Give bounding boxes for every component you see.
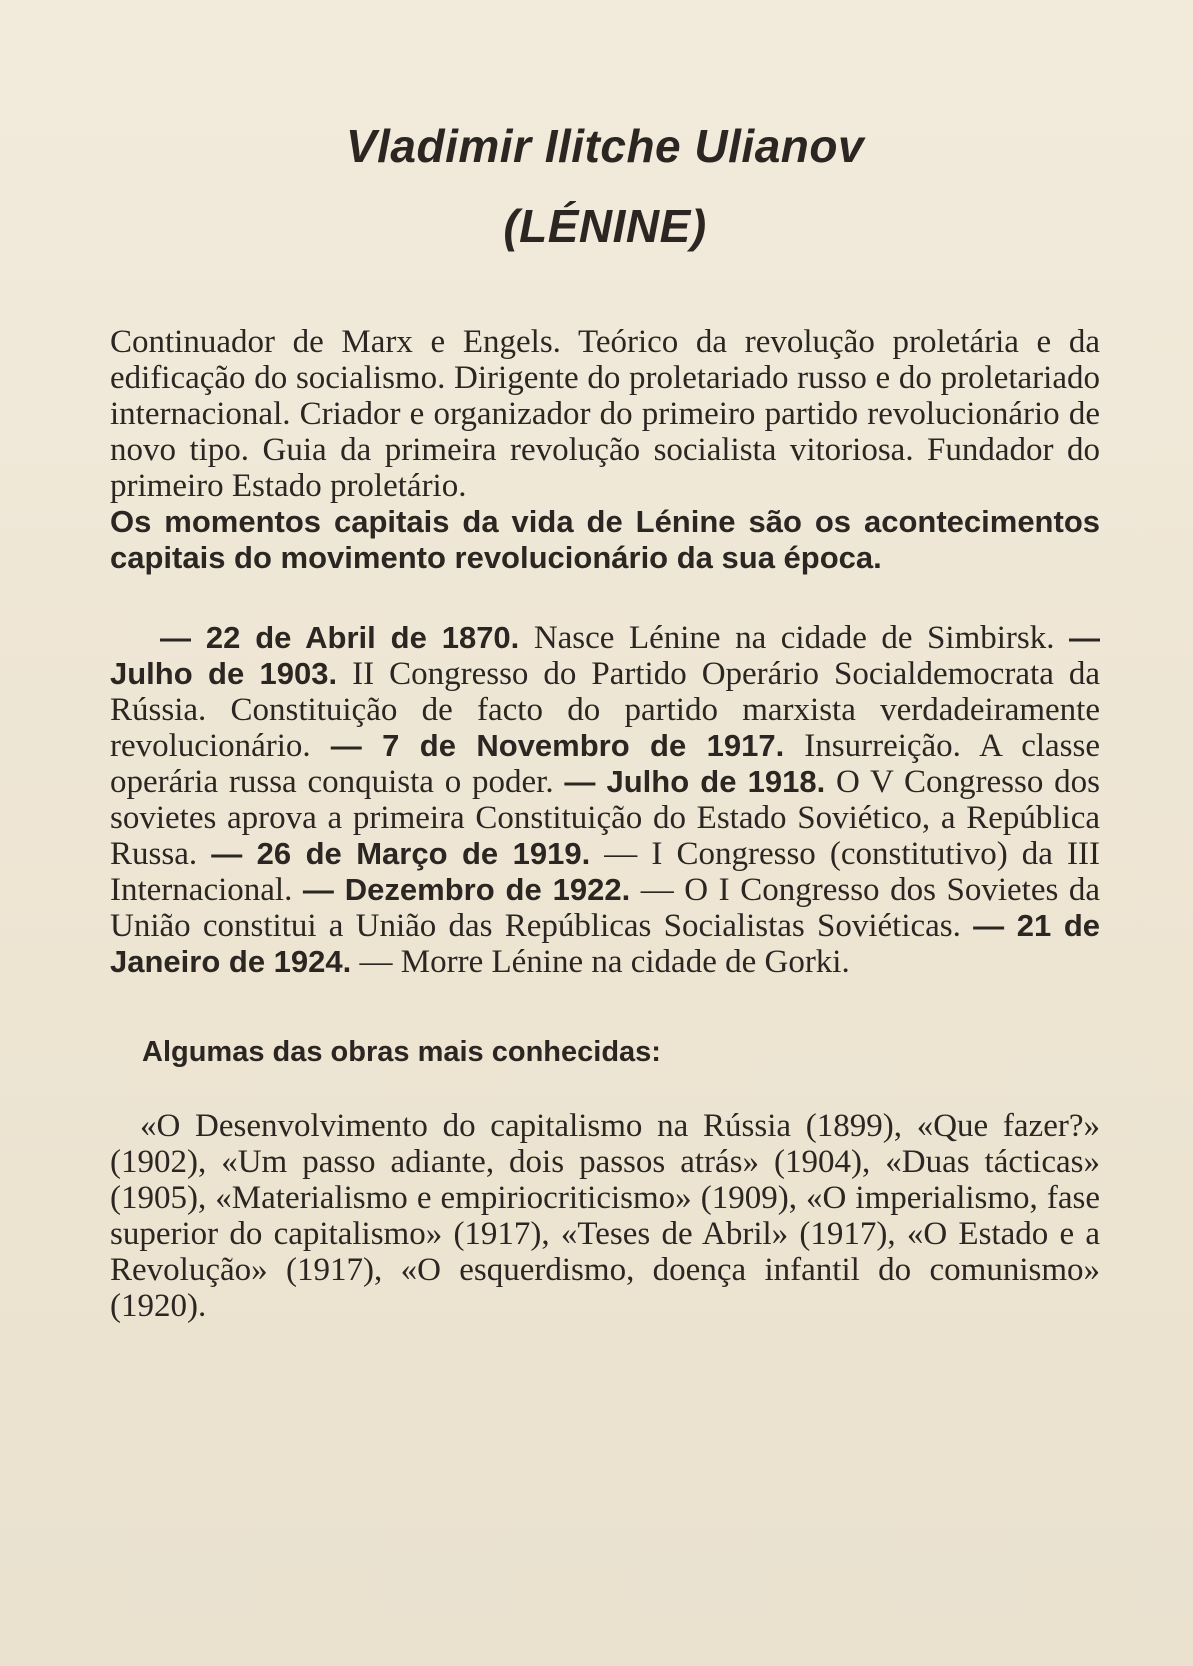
page-subtitle: (LÉNINE)	[503, 200, 707, 252]
chronology-date: — 21 de Janeiro de 1924.	[110, 908, 1100, 979]
document-content	[110, 118, 1100, 1324]
chronology-date: — Dezembro de 1922.	[302, 872, 631, 907]
chronology-text: — O I Congresso dos Sovietes da União constitui a União das Repúblicas Socialistas Soviéticas.	[110, 872, 1100, 944]
highlight-paragraph: Os momentos capitais da vida de Lénine são os acontecimentos capitais do movimento revolucionário da sua época.	[110, 504, 1100, 575]
works-paragraph: «O Desenvolvimento do capitalismo na Rússia (1899), «Que fazer?» (1902), «Um passo adiante, dois passos atrás» (1904), «Duas tácticas» (1905), «Materialismo e empiriocriticismo» (1909), «O imperialismo, fase superior do capitalismo» (1917), «Teses de Abril» (1917), «O Estado e a Revolução» (1917), «O esquerdismo, doença infantil do comunismo» (1920).	[110, 1108, 1100, 1324]
chronology-text: — I Congresso (constitutivo) da III Internacional.	[110, 836, 1100, 908]
works-heading: Algumas das obras mais conhecidas:	[142, 1036, 661, 1068]
chronology-text: Nasce Lénine na cidade de Simbirsk.	[519, 620, 1070, 656]
intro-paragraph: Continuador de Marx e Engels. Teórico da revolução proletária e da edificação do socialismo. Dirigente do proletariado russo e do proletariado internacional. Criador e organizador do primeiro partido revolucionário de novo tipo. Guia da primeira revolução socialista vitoriosa. Fundador do primeiro Estado proletário.	[110, 324, 1100, 504]
chronology-paragraph	[110, 620, 1100, 980]
chronology-date: — 7 de Novembro de 1917.	[330, 728, 785, 763]
chronology-date: — 26 de Março de 1919.	[211, 836, 591, 871]
chronology-date: — 22 de Abril de 1870.	[160, 620, 520, 655]
chronology-text: II Congresso do Partido Operário Socialdemocrata da Rússia. Constituição de facto do partido marxista verdadeiramente revolucionário.	[110, 656, 1100, 764]
chronology-text: O V Congresso dos sovietes aprova a primeira Constituição do Estado Soviético, a República Russa.	[110, 764, 1100, 872]
chronology-text: — Morre Lénine na cidade de Gorki.	[351, 944, 850, 980]
chronology-date: — Julho de 1903.	[110, 620, 1101, 691]
chronology-text: Insurreição. A classe operária russa conquista o poder.	[110, 728, 1100, 800]
chronology-date: — Julho de 1918.	[564, 764, 826, 799]
page-title: Vladimir Ilitche Ulianov	[345, 120, 865, 172]
